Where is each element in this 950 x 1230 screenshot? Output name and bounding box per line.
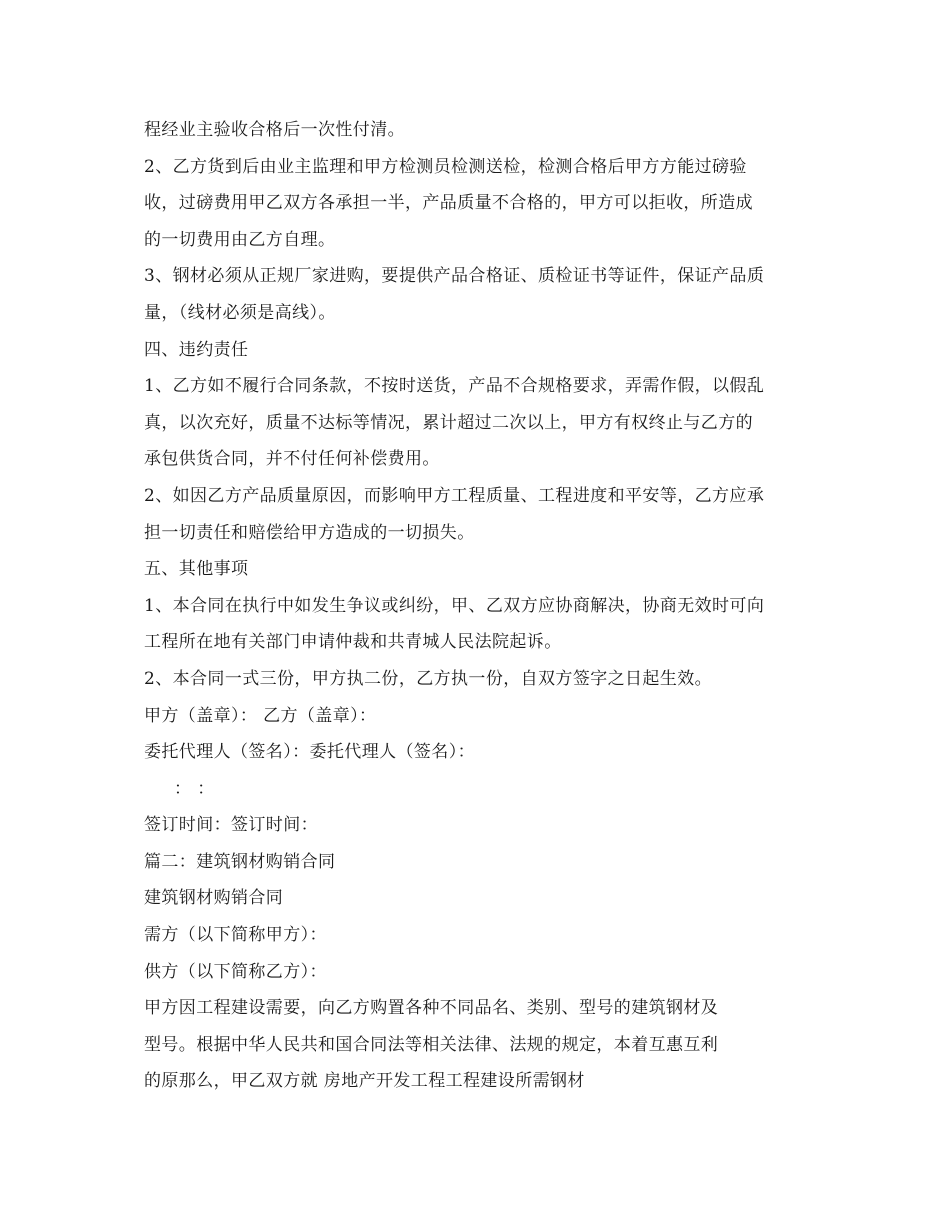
section-heading: 四、违约责任 xyxy=(144,339,249,360)
paragraph-line: 量，（线材必须是高线）。 xyxy=(144,302,336,323)
paragraph-line: 3、钢材必须从正规厂家进购，要提供产品合格证、质检证书等证件，保证产品质 xyxy=(144,266,765,287)
paragraph-line: 2、乙方货到后由业主监理和甲方检测员检测送检，检测合格后甲方方能过磅验 xyxy=(144,156,747,177)
paragraph-line: 真，以次充好，质量不达标等情况，累计超过二次以上，甲方有权终止与乙方的 xyxy=(144,412,753,433)
paragraph-line: 型号。根据中华人民共和国合同法等相关法律、法规的规定，本着互惠互利 xyxy=(144,1034,719,1055)
paragraph-line: 程经业主验收合格后一次性付清。 xyxy=(144,120,405,140)
chapter-heading: 篇二：建筑钢材购销合同 xyxy=(144,851,336,872)
signature-blank-line: ： ： xyxy=(174,778,215,799)
paragraph-line: 收，过磅费用甲乙双方各承担一半，产品质量不合格的，甲方可以拒收，所造成 xyxy=(144,193,753,214)
contract-title: 建筑钢材购销合同 xyxy=(144,888,284,909)
buyer-line: 需方（以下简称甲方）： xyxy=(144,925,327,946)
paragraph-line: 2、如因乙方产品质量原因，而影响甲方工程质量、工程进度和平安等，乙方应承 xyxy=(144,485,765,506)
signing-date-line: 签订时间：签订时间： xyxy=(144,815,318,836)
paragraph-line: 甲方因工程建设需要，向乙方购置各种不同品名、类别、型号的建筑钢材及 xyxy=(144,998,719,1019)
signature-agent-line: 委托代理人（签名）：委托代理人（签名）： xyxy=(144,742,475,763)
section-heading: 五、其他事项 xyxy=(144,559,249,580)
supplier-line: 供方（以下简称乙方）： xyxy=(144,961,327,982)
paragraph-line: 工程所在地有关部门申请仲裁和共青城人民法院起诉。 xyxy=(144,632,562,653)
signature-party-line: 甲方（盖章）： 乙方（盖章）： xyxy=(144,705,377,726)
paragraph-line: 1、乙方如不履行合同条款，不按时送货，产品不合规格要求，弄需作假，以假乱 xyxy=(144,376,765,397)
paragraph-line: 的原那么，甲乙双方就 房地产开发工程工程建设所需钢材 xyxy=(144,1071,585,1092)
paragraph-line: 的一切费用由乙方自理。 xyxy=(144,229,336,250)
paragraph-line: 2、本合同一式三份，甲方执二份，乙方执一份，自双方签字之日起生效。 xyxy=(144,668,713,689)
paragraph-line: 担一切责任和赔偿给甲方造成的一切损失。 xyxy=(144,522,475,543)
document-body xyxy=(144,112,824,1100)
paragraph-line: 1、本合同在执行中如发生争议或纠纷，甲、乙双方应协商解决，协商无效时可向 xyxy=(144,595,765,616)
paragraph-line: 承包供货合同，并不付任何补偿费用。 xyxy=(144,449,440,470)
